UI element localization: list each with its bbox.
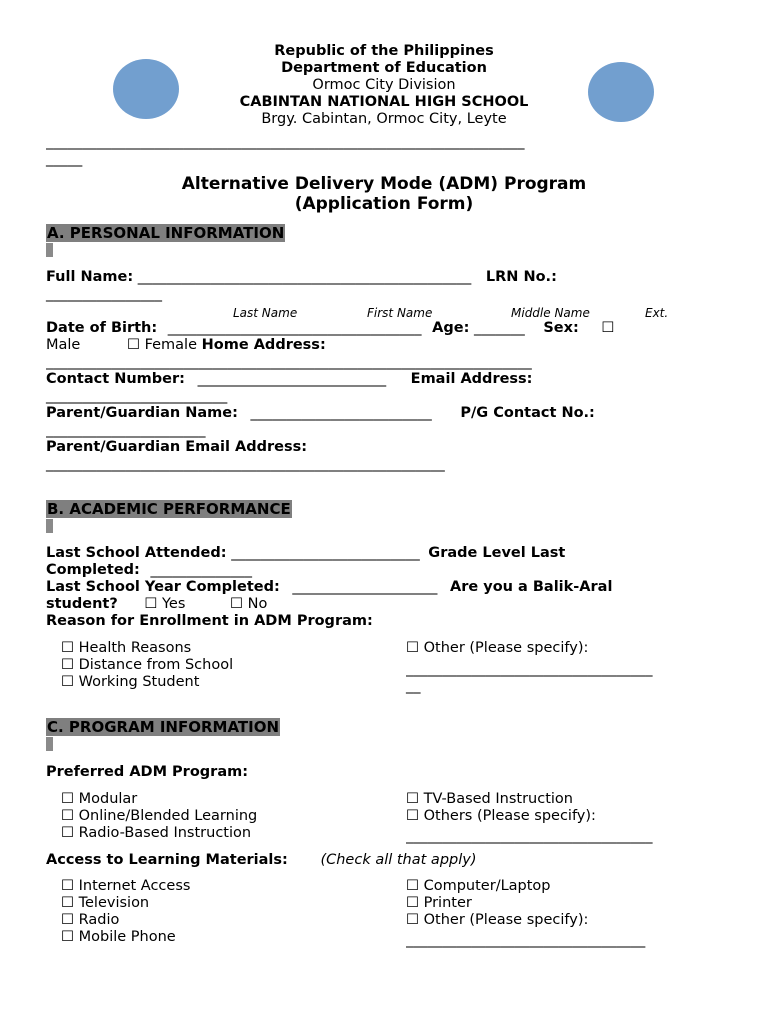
sex-male-checkbox[interactable]: ☐ [601, 320, 615, 336]
section-a-marker [46, 243, 53, 257]
reason-label: Reason for Enrollment in ADM Program: [46, 613, 373, 629]
program-others-field[interactable]: __________________________________ [406, 828, 653, 844]
home-address-field[interactable]: ___________________________________________________________________ [46, 354, 532, 370]
reason-working-checkbox[interactable]: ☐ Working Student [61, 674, 200, 690]
email-label: Email Address: [410, 371, 533, 387]
email-field[interactable]: _________________________ [46, 388, 228, 404]
pg-email-label: Parent/Guardian Email Address: [46, 439, 308, 455]
home-address-label: Home Address: [201, 337, 326, 353]
guardian-name-field[interactable]: _________________________ [250, 405, 432, 421]
balik-aral-row [46, 596, 267, 613]
guardian-name-label: Parent/Guardian Name: [46, 405, 238, 421]
preferred-program-label: Preferred ADM Program: [46, 764, 249, 780]
sex-label: Sex: [543, 320, 579, 336]
sub-middle-name: Middle Name [511, 306, 590, 320]
form-subtitle: (Application Form) [294, 194, 474, 214]
header-republic: Republic of the Philippines [274, 43, 494, 59]
dob-row [46, 320, 614, 337]
lrn-field[interactable]: ________________ [46, 286, 162, 302]
completed-row [46, 562, 252, 579]
contact-row [46, 371, 533, 388]
program-others-checkbox[interactable]: ☐ Others (Please specify): [406, 808, 596, 824]
school-year-field[interactable]: ____________________ [292, 579, 438, 595]
access-printer-checkbox[interactable]: ☐ Printer [406, 895, 472, 911]
section-c-heading: C. PROGRAM INFORMATION [47, 718, 280, 736]
reason-other-field-wrap: __ [406, 678, 421, 694]
reason-health-checkbox[interactable]: ☐ Health Reasons [61, 640, 192, 656]
sub-ext: Ext. [645, 306, 669, 320]
completed-label: Completed: [46, 562, 140, 578]
contact-number-field[interactable]: __________________________ [197, 371, 387, 387]
pg-email-field[interactable]: _______________________________________________________ [46, 456, 445, 472]
reason-other-checkbox[interactable]: ☐ Other (Please specify): [406, 640, 589, 656]
access-row [46, 852, 477, 869]
header-deped: Department of Education [281, 60, 487, 76]
dob-field[interactable]: ___________________________________ [167, 320, 422, 336]
full-name-row [46, 269, 557, 286]
form-title: Alternative Delivery Mode (ADM) Program [181, 174, 587, 194]
full-name-field[interactable]: ______________________________________________ [137, 269, 472, 285]
sex-female-checkbox[interactable]: ☐ Female [126, 337, 198, 353]
access-label: Access to Learning Materials: [46, 852, 288, 868]
last-school-label: Last School Attended: [46, 545, 227, 561]
reason-distance-checkbox[interactable]: ☐ Distance from School [61, 657, 234, 673]
access-mobile-checkbox[interactable]: ☐ Mobile Phone [61, 929, 176, 945]
pg-contact-label: P/G Contact No.: [460, 405, 595, 421]
header-address: Brgy. Cabintan, Ormoc City, Leyte [261, 111, 507, 127]
contact-number-label: Contact Number: [46, 371, 185, 387]
section-c-marker [46, 737, 53, 751]
program-online-checkbox[interactable]: ☐ Online/Blended Learning [61, 808, 258, 824]
program-modular-checkbox[interactable]: ☐ Modular [61, 791, 138, 807]
balik-aral-label: Are you a Balik-Aral [449, 579, 613, 595]
sub-last-name: Last Name [233, 306, 298, 320]
access-note: (Check all that apply) [320, 852, 477, 868]
sex-address-row [46, 337, 326, 354]
header-rule-wrap: _____ [46, 151, 83, 167]
header-division: Ormoc City Division [312, 77, 456, 93]
reason-other-field[interactable]: __________________________________ [406, 661, 653, 677]
access-other-field[interactable]: _________________________________ [406, 932, 646, 948]
grade-level-field[interactable]: ______________ [150, 562, 252, 578]
last-school-row [46, 545, 565, 562]
full-name-label: Full Name: [46, 269, 134, 285]
pg-contact-field[interactable]: ______________________ [46, 422, 206, 438]
program-tv-checkbox[interactable]: ☐ TV-Based Instruction [406, 791, 573, 807]
access-internet-checkbox[interactable]: ☐ Internet Access [61, 878, 191, 894]
guardian-row [46, 405, 595, 422]
section-b-heading: B. ACADEMIC PERFORMANCE [47, 500, 291, 518]
school-year-label: Last School Year Completed: [46, 579, 280, 595]
access-radio-checkbox[interactable]: ☐ Radio [61, 912, 120, 928]
lrn-label: LRN No.: [485, 269, 557, 285]
program-radio-checkbox[interactable]: ☐ Radio-Based Instruction [61, 825, 252, 841]
access-other-checkbox[interactable]: ☐ Other (Please specify): [406, 912, 589, 928]
school-year-row [46, 579, 612, 596]
access-computer-checkbox[interactable]: ☐ Computer/Laptop [406, 878, 551, 894]
section-a-heading: A. PERSONAL INFORMATION [47, 224, 285, 242]
age-field[interactable]: _______ [474, 320, 525, 336]
balik-aral-no-checkbox[interactable]: ☐ No [230, 596, 268, 612]
header-rule: __________________________________________________________________ [46, 134, 525, 150]
sub-first-name: First Name [367, 306, 433, 320]
header-school-name: CABINTAN NATIONAL HIGH SCHOOL [239, 94, 529, 110]
section-b-marker [46, 519, 53, 533]
dob-label: Date of Birth: [46, 320, 158, 336]
sex-male-label: Male [46, 337, 81, 353]
access-television-checkbox[interactable]: ☐ Television [61, 895, 150, 911]
last-school-field[interactable]: __________________________ [231, 545, 420, 561]
balik-aral-yes-checkbox[interactable]: ☐ Yes [144, 596, 186, 612]
grade-level-label: Grade Level Last [428, 545, 566, 561]
student-label: student? [46, 596, 118, 612]
age-label: Age: [432, 320, 470, 336]
